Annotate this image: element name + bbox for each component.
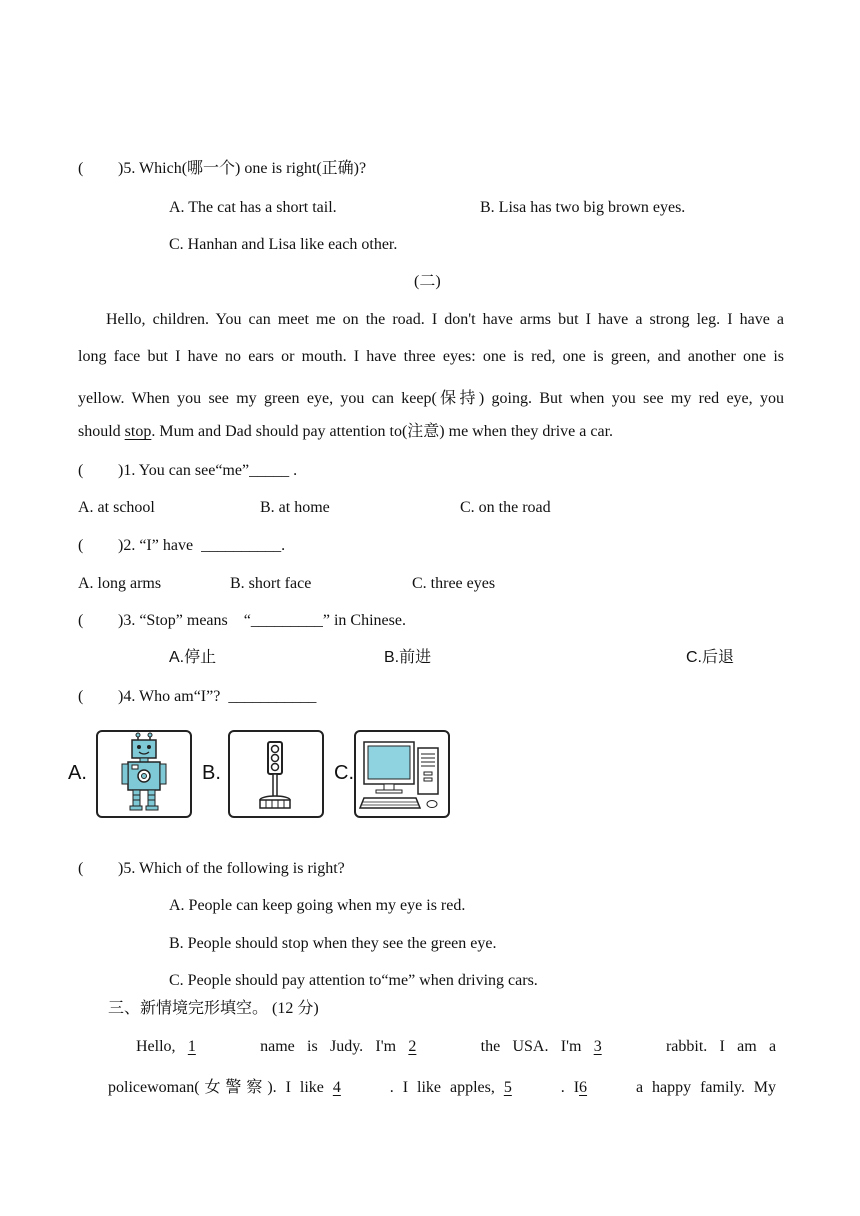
robot-icon (98, 732, 190, 816)
q2-option-a: A. long arms (78, 575, 162, 592)
picture-label-c: C. (334, 762, 354, 784)
answer-paren[interactable]: ( (78, 160, 84, 177)
answer-blank[interactable]: __________ (201, 537, 282, 554)
question-4 (78, 687, 316, 707)
cloze-text: . I like apples, (389, 1079, 495, 1096)
q5-option-b: B. People should stop when they see the green eye. (169, 935, 497, 952)
question-text: )4. Who am“I”? (118, 688, 221, 705)
cloze-text: rabbit. I am a (665, 1038, 777, 1055)
answer-blank[interactable]: _____ (249, 462, 290, 479)
cloze-text: policewoman(女警察). I like (108, 1079, 324, 1096)
cloze-blank-2[interactable]: 2 (408, 1038, 417, 1055)
picture-label-a: A. (68, 762, 87, 784)
question-2 (78, 536, 285, 556)
q1-option-b: B. at home (260, 499, 330, 516)
picture-label-b: B. (202, 762, 221, 784)
traffic-light-picture[interactable] (228, 730, 324, 818)
passage-line-2: long face but I have no ears or mouth. I have three eyes: one is red, one is green, and another one is (78, 348, 784, 365)
cloze-blank-3[interactable]: 3 (593, 1038, 602, 1055)
q2-option-b: B. short face (230, 575, 312, 592)
cloze-text: Hello, (136, 1038, 176, 1055)
question-text: )2. “I” have (118, 537, 194, 554)
section-heading-three: 三、新情境完形填空。 (12 分) (108, 1000, 319, 1017)
q3-option-a: A.停止 (169, 649, 217, 666)
cloze-blank-4[interactable]: 4 (332, 1079, 341, 1096)
traffic-light-icon (230, 732, 322, 816)
cloze-line-2 (108, 1074, 776, 1097)
cloze-text: the USA. I'm (480, 1038, 582, 1055)
option-c: C. Hanhan and Lisa like each other. (169, 236, 398, 253)
cloze-text: . I (560, 1079, 580, 1096)
underlined-word-stop: stop (124, 423, 152, 440)
answer-paren[interactable]: ( (78, 860, 84, 877)
question-end: . (289, 462, 298, 479)
question-end: . (281, 537, 286, 554)
question-5 (78, 859, 345, 879)
cloze-text: name is Judy. I'm (260, 1038, 397, 1055)
passage-line-4 (78, 422, 613, 442)
cloze-blank-1[interactable]: 1 (187, 1038, 196, 1055)
passage-text: should (78, 423, 125, 440)
cloze-blank-6[interactable]: 6 (579, 1079, 588, 1096)
q5-option-a: A. People can keep going when my eye is red. (169, 897, 466, 914)
passage-line-3: yellow. When you see my green eye, you can keep(保持) going. But when you see my red eye, you (78, 390, 784, 407)
passage-text: . Mum and Dad should pay attention to(注意) me when they drive a car. (151, 423, 614, 440)
question-1 (78, 461, 297, 481)
cloze-blank-5[interactable]: 5 (503, 1079, 512, 1096)
question-text: )1. You can see“me” (118, 462, 250, 479)
answer-blank[interactable]: “_________” (243, 612, 330, 629)
computer-icon (356, 732, 448, 816)
q5-option-c: C. People should pay attention to“me” when driving cars. (169, 972, 538, 989)
passage-line-1: Hello, children. You can meet me on the road. I don't have arms but I have a strong leg. I have a (106, 311, 784, 328)
question-3 (78, 611, 406, 631)
computer-picture[interactable] (354, 730, 450, 818)
question-text: )5. Which of the following is right? (118, 860, 345, 877)
cloze-text: a happy family. My (636, 1079, 777, 1096)
q2-option-c: C. three eyes (412, 575, 496, 592)
q3-option-c: C.后退 (686, 649, 735, 666)
question-text: )3. “Stop” means (118, 612, 228, 629)
question-text: )5. Which(哪一个) one is right(正确)? (118, 160, 367, 177)
answer-paren[interactable]: ( (78, 462, 84, 479)
answer-paren[interactable]: ( (78, 688, 84, 705)
q3-option-b: B.前进 (384, 649, 432, 666)
option-b: B. Lisa has two big brown eyes. (480, 199, 686, 216)
option-a: A. The cat has a short tail. (169, 199, 337, 216)
q1-option-a: A. at school (78, 499, 155, 516)
answer-paren[interactable]: ( (78, 612, 84, 629)
robot-picture[interactable] (96, 730, 192, 818)
q1-option-c: C. on the road (460, 499, 551, 516)
q5-prev-question (78, 159, 366, 179)
answer-paren[interactable]: ( (78, 537, 84, 554)
question-end: in Chinese. (329, 612, 406, 629)
answer-blank[interactable]: ___________ (228, 688, 317, 705)
section-heading-two: (二) (414, 273, 441, 290)
cloze-line-1 (136, 1038, 776, 1056)
